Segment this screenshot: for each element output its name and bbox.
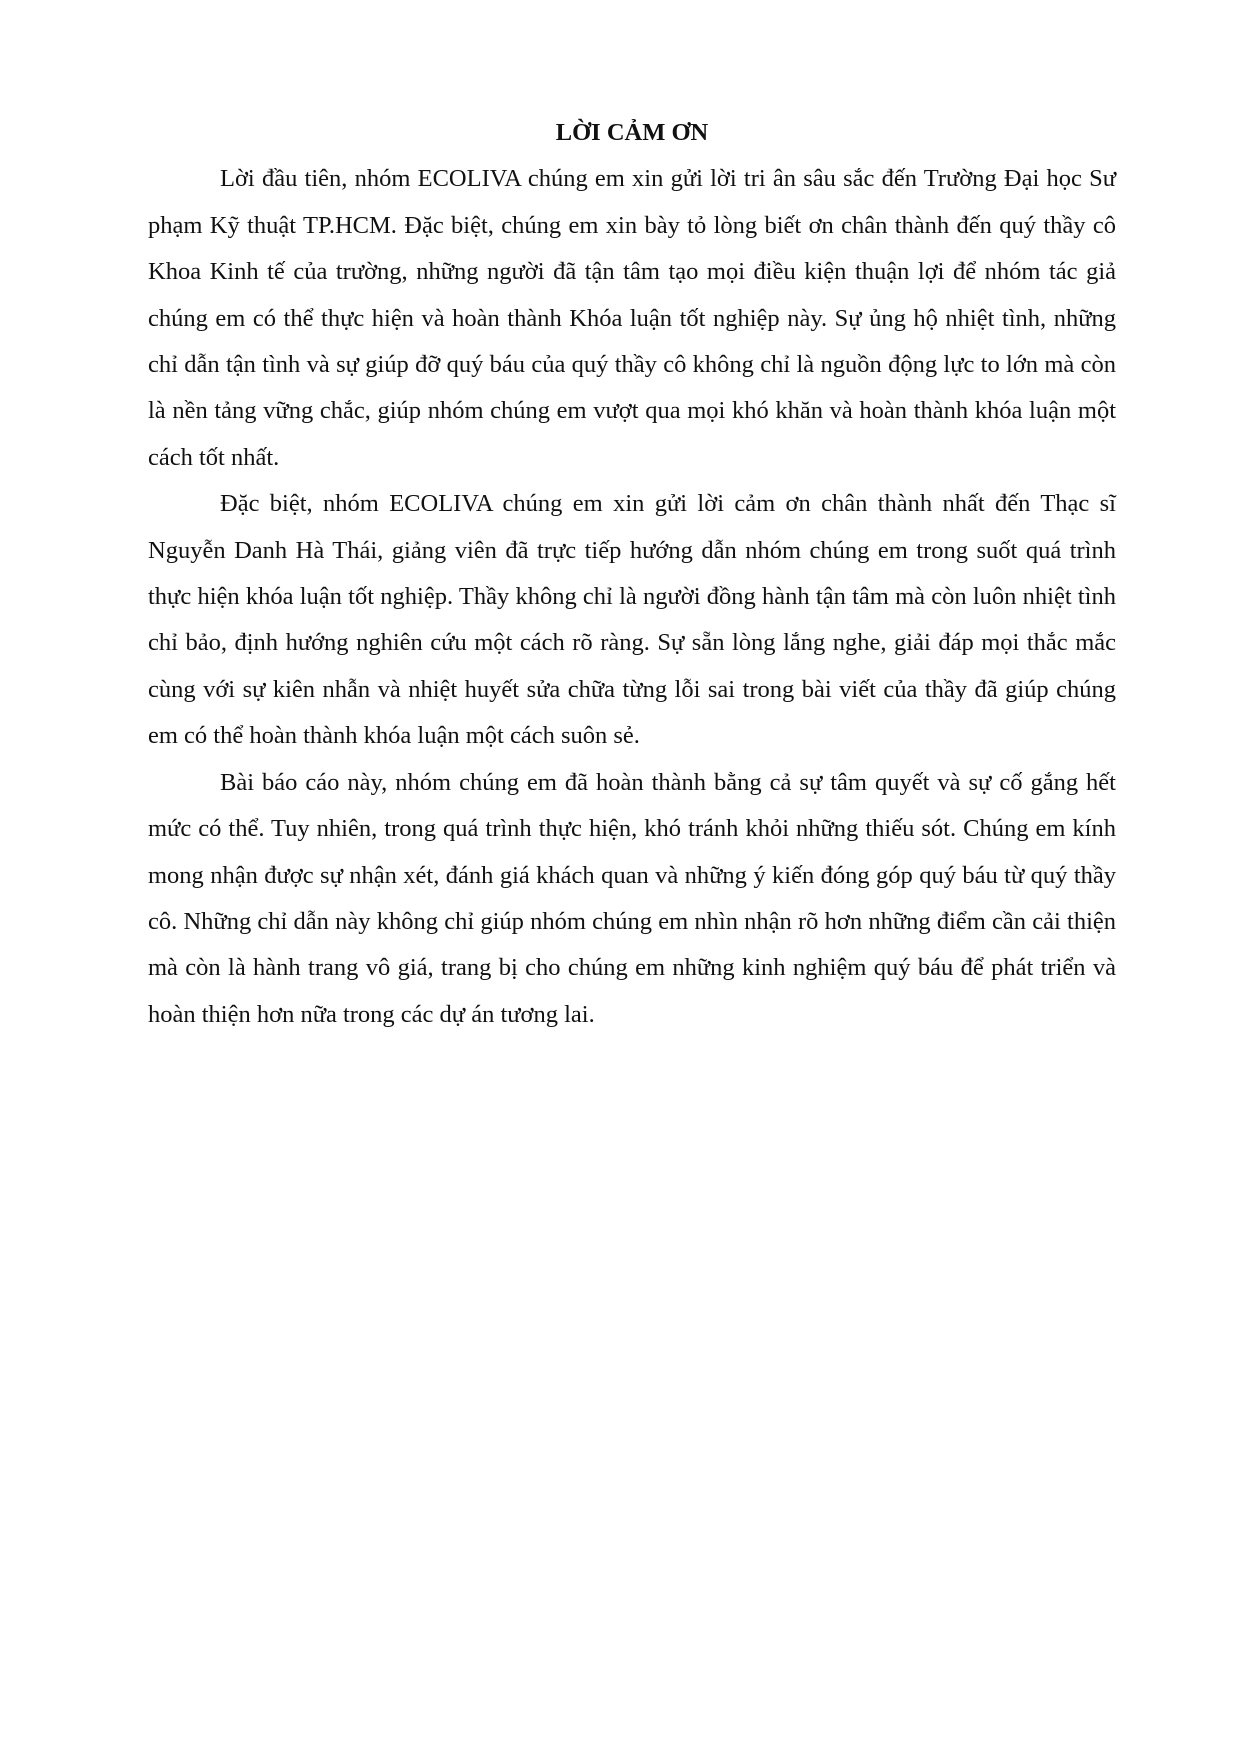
document-body	[148, 110, 1116, 1038]
paragraph-2: Đặc biệt, nhóm ECOLIVA chúng em xin gửi lời cảm ơn chân thành nhất đến Thạc sĩ Nguyễn Danh Hà Thái, giảng viên đã trực tiếp hướng dẫn nhóm chúng em trong suốt quá trình thực hiện khóa luận tốt nghiệp. Thầy không chỉ là người đồng hành tận tâm mà còn luôn nhiệt tình chỉ bảo, định hướng nghiên cứu một cách rõ ràng. Sự sẵn lòng lắng nghe, giải đáp mọi thắc mắc cùng với sự kiên nhẫn và nhiệt huyết sửa chữa từng lỗi sai trong bài viết của thầy đã giúp chúng em có thể hoàn thành khóa luận một cách suôn sẻ.	[148, 490, 1116, 750]
paragraph-3: Bài báo cáo này, nhóm chúng em đã hoàn thành bằng cả sự tâm quyết và sự cố gắng hết mức có thể. Tuy nhiên, trong quá trình thực hiện, khó tránh khỏi những thiếu sót. Chúng em kính mong nhận được sự nhận xét, đánh giá khách quan và những ý kiến đóng góp quý báu từ quý thầy cô. Những chỉ dẫn này không chỉ giúp nhóm chúng em nhìn nhận rõ hơn những điểm cần cải thiện mà còn là hành trang vô giá, trang bị cho chúng em những kinh nghiệm quý báu để phát triển và hoàn thiện hơn nữa trong các dự án tương lai.	[148, 768, 1116, 1028]
page-title: LỜI CẢM ƠN	[555, 119, 709, 146]
paragraph-1: Lời đầu tiên, nhóm ECOLIVA chúng em xin gửi lời tri ân sâu sắc đến Trường Đại học Sư phạm Kỹ thuật TP.HCM. Đặc biệt, chúng em xin bày tỏ lòng biết ơn chân thành đến quý thầy cô Khoa Kinh tế của trường, những người đã tận tâm tạo mọi điều kiện thuận lợi để nhóm tác giả chúng em có thể thực hiện và hoàn thành Khóa luận tốt nghiệp này. Sự ủng hộ nhiệt tình, những chỉ dẫn tận tình và sự giúp đỡ quý báu của quý thầy cô không chỉ là nguồn động lực to lớn mà còn là nền tảng vững chắc, giúp nhóm chúng em vượt qua mọi khó khăn và hoàn thành khóa luận một cách tốt nhất.	[148, 165, 1116, 471]
